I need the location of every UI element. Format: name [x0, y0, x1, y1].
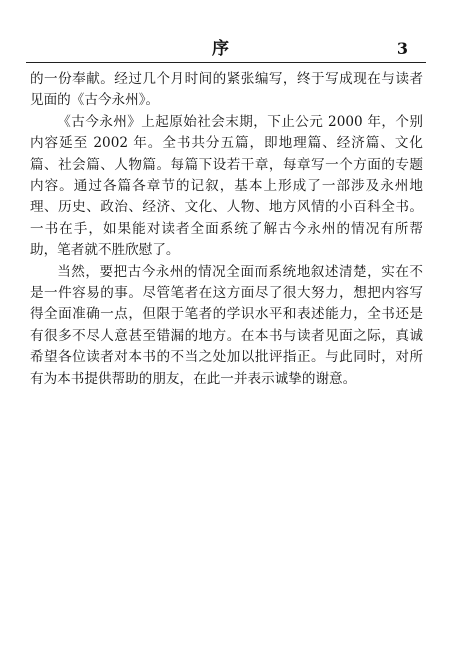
- paragraph-book-overview: 《古今永州》上起原始社会末期，下止公元 2000 年，个别内容延至 2002 年。全书共分五篇，即地理篇、经济篇、文化篇、社会篇、人物篇。每篇下设若干章，每章写一个方面的专题内容。通过各篇各章节的记叙，基本上形成了一部涉及永州地理、历史、政治、经济、文化、人物、地方风情的小百科全书。一书在手，如果能对读者全面系统了解古今永州的情况有所帮助，笔者就不胜欣慰了。: [30, 113, 423, 259]
- header-rule: [26, 62, 426, 63]
- body-text: [30, 69, 423, 390]
- running-title: 序: [212, 39, 229, 59]
- page-number: 3: [396, 39, 408, 58]
- page-header: [26, 38, 426, 64]
- paragraph-continued: 的一份奉献。经过几个月时间的紧张编写，终于写成现在与读者见面的《古今永州》。: [30, 71, 423, 109]
- paragraph-acknowledgement: 当然，要把古今永州的情况全面而系统地叙述清楚，实在不是一件容易的事。尽管笔者在这方面尽了很大努力，想把内容写得全面准确一点，但限于笔者的学识水平和表述能力，全书还是有很多不尽人意甚至错漏的地方。在本书与读者见面之际，真诚希望各位读者对本书的不当之处加以批评指正。与此同时，对所有为本书提供帮助的朋友，在此一并表示诚挚的谢意。: [30, 263, 423, 387]
